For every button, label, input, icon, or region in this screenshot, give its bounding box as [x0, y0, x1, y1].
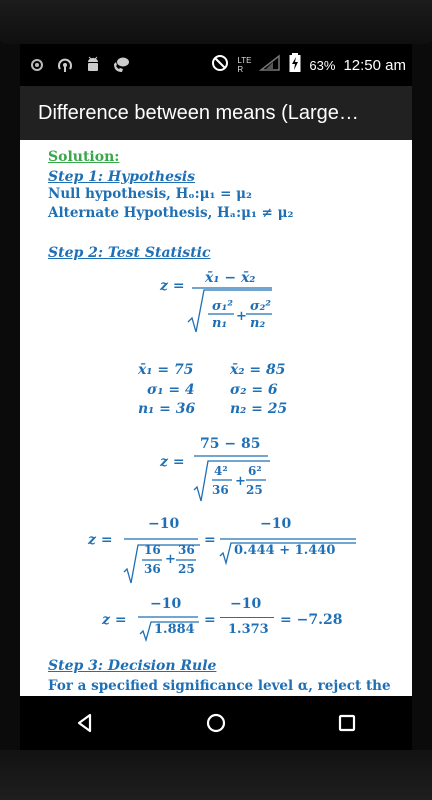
solution-content[interactable]	[20, 140, 412, 696]
home-button[interactable]	[196, 703, 236, 743]
phone-chat-icon	[110, 54, 132, 76]
android-icon	[82, 54, 104, 76]
eq3-equals: =	[204, 532, 216, 548]
eq3-num2: −10	[260, 516, 292, 532]
eq4-num1: −10	[150, 596, 182, 612]
eq4-result: = −7.28	[280, 612, 343, 628]
null-hypothesis: Null hypothesis, Hₒ:μ₁ = μ₂	[48, 186, 252, 202]
app-bar	[20, 86, 412, 140]
eq2-d: 25	[246, 483, 263, 497]
svg-text:x̄₁ − x̄₂: x̄₁ − x̄₂	[205, 270, 256, 286]
eq2-b: 36	[212, 483, 229, 497]
equation-result	[102, 596, 362, 646]
eq2-plus: +	[235, 474, 246, 489]
eq3-den2: 0.444 + 1.440	[234, 543, 336, 558]
svg-text:+: +	[236, 309, 247, 324]
status-right-group	[211, 53, 412, 78]
svg-text:σ₂²: σ₂²	[250, 299, 271, 314]
battery-charging-icon	[289, 53, 301, 78]
eq3-num1: −10	[148, 516, 180, 532]
svg-text:n₁: n₁	[212, 316, 228, 331]
eq2-z: z =	[160, 454, 185, 470]
do-not-disturb-icon	[211, 54, 229, 77]
eq3-plus: +	[165, 552, 176, 567]
recents-button[interactable]	[327, 703, 367, 743]
eq3-c: 36	[178, 543, 195, 557]
eq3-b: 36	[144, 562, 161, 576]
alternate-hypothesis: Alternate Hypothesis, Hₐ:μ₁ ≠ μ₂	[48, 205, 294, 221]
svg-text:z =: z =	[160, 278, 185, 294]
clock: 12:50 am	[343, 56, 406, 74]
status-bar	[20, 44, 412, 86]
eq4-num2: −10	[230, 596, 262, 612]
eq2-c: 6²	[248, 464, 262, 478]
eq4-den2: 1.373	[228, 622, 269, 637]
sigma1-value: σ₁ = 4	[147, 382, 195, 398]
svg-text:σ₁²: σ₁²	[212, 299, 233, 314]
battery-percent: 63%	[309, 57, 336, 73]
eq3-z: z =	[88, 532, 113, 548]
equation-substitution	[160, 436, 300, 506]
navigation-bar	[20, 696, 412, 750]
decision-text: For a specified significance level α, reject the	[48, 678, 391, 694]
back-icon	[74, 712, 96, 734]
device-bottom-bezel	[0, 750, 432, 800]
x1-bar-value: x̄₁ = 75	[138, 362, 194, 378]
eq4-z: z =	[102, 612, 127, 628]
signal-icon	[259, 54, 281, 77]
n2-value: n₂ = 25	[230, 401, 288, 417]
device-top-bezel	[0, 0, 432, 44]
svg-text:n₂: n₂	[250, 316, 266, 331]
camera-icon	[26, 54, 48, 76]
solution-label: Solution:	[48, 149, 120, 165]
page-title: Difference between means (Large…	[38, 101, 359, 124]
x2-bar-value: x̄₂ = 85	[230, 362, 286, 378]
n1-value: n₁ = 36	[138, 401, 196, 417]
network-label: LTE R	[237, 56, 252, 74]
eq3-a: 16	[144, 543, 161, 557]
step2-title: Step 2: Test Statistic	[48, 245, 211, 261]
eq3-d: 25	[178, 562, 195, 576]
home-icon	[205, 712, 227, 734]
eq2-a: 4²	[214, 464, 228, 478]
equation-fractions	[88, 516, 358, 586]
sigma2-value: σ₂ = 6	[230, 382, 278, 398]
z-formula	[150, 260, 280, 340]
step3-title: Step 3: Decision Rule	[48, 658, 217, 674]
eq4-den1: 1.884	[154, 622, 195, 637]
wifi-hotspot-icon	[54, 54, 76, 76]
back-button[interactable]	[65, 703, 105, 743]
step1-title: Step 1: Hypothesis	[48, 169, 196, 185]
eq2-numerator: 75 − 85	[200, 436, 261, 452]
eq4-fraction-bar	[220, 617, 274, 618]
recents-icon	[336, 712, 358, 734]
eq4-equals: =	[204, 612, 216, 628]
